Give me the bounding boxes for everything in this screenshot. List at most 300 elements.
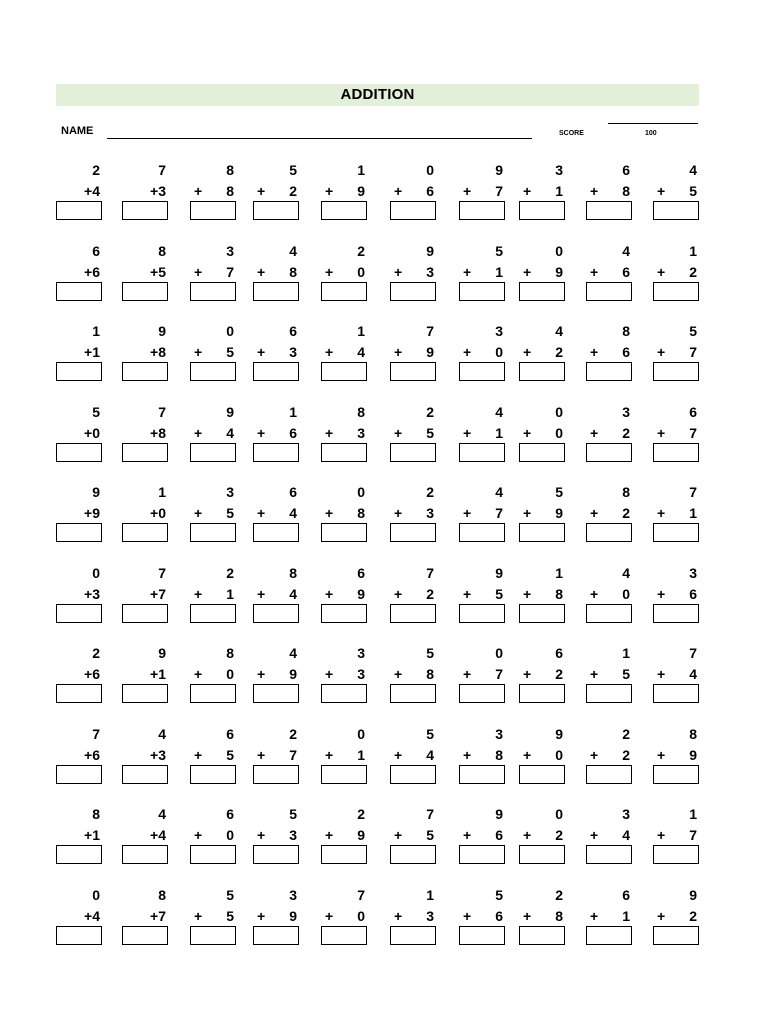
addend-top: 8 (158, 242, 166, 259)
operator-line (257, 746, 297, 764)
answer-box[interactable] (390, 282, 436, 301)
answer-box[interactable] (122, 765, 168, 784)
answer-box[interactable] (321, 845, 367, 864)
answer-box[interactable] (56, 523, 102, 542)
answer-box[interactable] (321, 684, 367, 703)
addend-top: 9 (495, 806, 503, 822)
plus-sign: + (523, 263, 532, 280)
addend-top: 7 (689, 645, 697, 661)
problem (122, 242, 170, 308)
plus-sign: + (657, 344, 666, 360)
addend-bottom: 0 (622, 585, 630, 602)
operator-line (657, 504, 697, 522)
answer-box[interactable] (56, 684, 102, 703)
operator-line (56, 263, 100, 281)
operator-line (523, 585, 563, 603)
answer-box[interactable] (56, 604, 102, 623)
answer-box[interactable] (253, 845, 299, 864)
answer-box[interactable] (459, 523, 505, 542)
addend-bottom: 8 (495, 746, 503, 763)
addend-top: 0 (357, 725, 365, 742)
operator-line (394, 585, 434, 603)
answer-box[interactable] (519, 845, 565, 864)
answer-box[interactable] (56, 282, 102, 301)
addend-top: 4 (158, 725, 166, 742)
answer-box[interactable] (390, 845, 436, 864)
answer-box[interactable] (459, 684, 505, 703)
answer-box[interactable] (321, 604, 367, 623)
name-label: NAME (61, 125, 94, 137)
answer-box[interactable] (122, 684, 168, 703)
plus-sign: + (590, 827, 599, 843)
answer-box[interactable] (190, 845, 236, 864)
addend-top: 0 (92, 886, 100, 903)
answer-box[interactable] (519, 443, 565, 462)
plus-sign: + (325, 746, 334, 763)
plus-sign: + (84, 746, 93, 763)
answer-box[interactable] (321, 765, 367, 784)
answer-box[interactable] (321, 201, 367, 220)
problem (586, 161, 634, 227)
addend-top: 5 (555, 484, 563, 500)
addend-top: 8 (689, 725, 697, 742)
addend-top: 5 (689, 323, 697, 339)
operator-line (56, 907, 100, 925)
problem (459, 886, 507, 952)
plus-sign: + (325, 827, 334, 843)
plus-sign: + (523, 424, 532, 441)
addend-bottom: 7 (689, 344, 697, 360)
operator-line (523, 424, 563, 442)
answer-box[interactable] (519, 604, 565, 623)
plus-sign: + (194, 827, 203, 843)
answer-box[interactable] (56, 926, 102, 945)
operator-line (122, 182, 166, 200)
operator-line (325, 263, 365, 281)
addend-top: 8 (92, 806, 100, 822)
answer-box[interactable] (122, 604, 168, 623)
problem (190, 805, 238, 871)
problem (253, 886, 301, 952)
answer-box[interactable] (122, 845, 168, 864)
answer-box[interactable] (321, 443, 367, 462)
answer-box[interactable] (586, 845, 632, 864)
problem (653, 161, 701, 227)
addend-bottom: 4 (92, 183, 100, 199)
addend-bottom: 9 (689, 746, 697, 763)
operator-line (122, 424, 166, 442)
problem (253, 161, 301, 227)
problem (122, 644, 170, 710)
addend-bottom: 2 (622, 505, 630, 521)
operator-line (194, 263, 234, 281)
problem (586, 564, 634, 630)
answer-box[interactable] (56, 845, 102, 864)
plus-sign: + (194, 505, 203, 521)
problem (122, 322, 170, 388)
answer-box[interactable] (190, 443, 236, 462)
problem (190, 161, 238, 227)
problem (459, 805, 507, 871)
addend-bottom: 3 (357, 424, 365, 441)
answer-box[interactable] (519, 523, 565, 542)
problem (390, 564, 438, 630)
problem (519, 322, 567, 388)
answer-box[interactable] (253, 926, 299, 945)
answer-box[interactable] (459, 604, 505, 623)
operator-line (590, 907, 630, 925)
plus-sign: + (325, 344, 334, 360)
answer-box[interactable] (519, 765, 565, 784)
addend-bottom: 7 (495, 505, 503, 521)
addend-top: 4 (689, 162, 697, 178)
problem (519, 242, 567, 308)
addend-bottom: 1 (689, 505, 697, 521)
addend-bottom: 2 (289, 183, 297, 199)
operator-line (122, 665, 166, 683)
addend-bottom: 4 (357, 344, 365, 360)
operator-line (590, 746, 630, 764)
operator-line (257, 585, 297, 603)
operator-line (394, 424, 434, 442)
addend-bottom: 2 (689, 907, 697, 924)
score-total: 100 (645, 130, 657, 137)
problem (122, 403, 170, 469)
answer-box[interactable] (653, 443, 699, 462)
addend-bottom: 6 (289, 424, 297, 441)
plus-sign: + (523, 344, 532, 360)
answer-box[interactable] (653, 926, 699, 945)
answer-box[interactable] (253, 523, 299, 542)
answer-box[interactable] (253, 765, 299, 784)
addend-bottom: 1 (555, 183, 563, 199)
problem (190, 483, 238, 549)
operator-line (463, 263, 503, 281)
answer-box[interactable] (586, 684, 632, 703)
problem (253, 564, 301, 630)
operator-line (56, 585, 100, 603)
answer-box[interactable] (586, 282, 632, 301)
addend-bottom: 5 (622, 666, 630, 682)
plus-sign: + (657, 263, 666, 280)
addend-top: 1 (158, 484, 166, 500)
operator-line (194, 585, 234, 603)
addend-bottom: 3 (158, 183, 166, 199)
addend-bottom: 8 (622, 183, 630, 199)
answer-box[interactable] (459, 201, 505, 220)
plus-sign: + (463, 183, 472, 199)
operator-line (194, 826, 234, 844)
operator-line (523, 504, 563, 522)
problem (321, 644, 369, 710)
answer-box[interactable] (190, 765, 236, 784)
addend-top: 7 (426, 564, 434, 581)
answer-box[interactable] (253, 362, 299, 381)
addend-top: 4 (495, 403, 503, 420)
addend-bottom: 4 (92, 907, 100, 924)
addend-bottom: 3 (289, 344, 297, 360)
plus-sign: + (463, 666, 472, 682)
plus-sign: + (194, 585, 203, 602)
plus-sign: + (394, 424, 403, 441)
addend-top: 2 (92, 162, 100, 178)
answer-box[interactable] (253, 282, 299, 301)
answer-box[interactable] (653, 523, 699, 542)
answer-box[interactable] (321, 362, 367, 381)
addend-bottom: 3 (289, 827, 297, 843)
plus-sign: + (257, 666, 266, 682)
answer-box[interactable] (653, 201, 699, 220)
operator-line (523, 182, 563, 200)
answer-box[interactable] (653, 765, 699, 784)
addend-top: 5 (495, 886, 503, 903)
answer-box[interactable] (190, 926, 236, 945)
addend-bottom: 5 (226, 746, 234, 763)
addend-bottom: 9 (92, 505, 100, 521)
problem (56, 242, 104, 308)
plus-sign: + (394, 585, 403, 602)
problem (519, 805, 567, 871)
operator-line (325, 182, 365, 200)
answer-box[interactable] (653, 362, 699, 381)
addend-bottom: 7 (158, 907, 166, 924)
addend-top: 0 (495, 645, 503, 661)
answer-box[interactable] (122, 443, 168, 462)
answer-box[interactable] (190, 362, 236, 381)
answer-box[interactable] (586, 523, 632, 542)
answer-box[interactable] (390, 765, 436, 784)
problem (459, 403, 507, 469)
plus-sign: + (657, 183, 666, 199)
plus-sign: + (257, 183, 266, 199)
addend-bottom: 9 (289, 666, 297, 682)
problem (653, 725, 701, 791)
problem (390, 403, 438, 469)
answer-box[interactable] (459, 926, 505, 945)
answer-box[interactable] (653, 604, 699, 623)
answer-box[interactable] (122, 201, 168, 220)
answer-box[interactable] (190, 604, 236, 623)
answer-box[interactable] (459, 765, 505, 784)
answer-box[interactable] (653, 845, 699, 864)
answer-box[interactable] (56, 201, 102, 220)
answer-box[interactable] (586, 362, 632, 381)
plus-sign: + (325, 424, 334, 441)
operator-line (463, 746, 503, 764)
answer-box[interactable] (586, 765, 632, 784)
plus-sign: + (590, 344, 599, 360)
answer-box[interactable] (586, 201, 632, 220)
addend-bottom: 6 (92, 746, 100, 763)
problem (56, 161, 104, 227)
answer-box[interactable] (459, 282, 505, 301)
plus-sign: + (325, 263, 334, 280)
addend-top: 6 (92, 242, 100, 259)
operator-line (122, 263, 166, 281)
problem (586, 403, 634, 469)
plus-sign: + (590, 424, 599, 441)
addend-top: 3 (622, 806, 630, 822)
plus-sign: + (590, 263, 599, 280)
answer-box[interactable] (390, 926, 436, 945)
addend-top: 7 (92, 725, 100, 742)
answer-box[interactable] (122, 926, 168, 945)
problem (190, 725, 238, 791)
answer-box[interactable] (56, 765, 102, 784)
answer-box[interactable] (519, 282, 565, 301)
operator-line (657, 263, 697, 281)
operator-line (257, 263, 297, 281)
addend-top: 1 (689, 242, 697, 259)
answer-box[interactable] (586, 443, 632, 462)
answer-box[interactable] (190, 684, 236, 703)
problem (56, 725, 104, 791)
addend-bottom: 1 (495, 263, 503, 280)
answer-box[interactable] (253, 604, 299, 623)
addend-bottom: 4 (158, 827, 166, 843)
addend-bottom: 7 (689, 827, 697, 843)
addend-bottom: 6 (622, 263, 630, 280)
answer-box[interactable] (390, 684, 436, 703)
operator-line (56, 182, 100, 200)
problem (459, 725, 507, 791)
addend-top: 2 (289, 725, 297, 742)
answer-box[interactable] (390, 362, 436, 381)
plus-sign: + (523, 746, 532, 763)
addend-top: 3 (689, 564, 697, 581)
operator-line (194, 665, 234, 683)
plus-sign: + (194, 183, 203, 199)
problem (190, 644, 238, 710)
answer-box[interactable] (321, 523, 367, 542)
plus-sign: + (463, 746, 472, 763)
addend-bottom: 0 (92, 424, 100, 441)
problem (653, 483, 701, 549)
plus-sign: + (84, 183, 93, 199)
operator-line (194, 343, 234, 361)
addend-top: 9 (158, 323, 166, 339)
answer-box[interactable] (653, 282, 699, 301)
plus-sign: + (463, 424, 472, 441)
answer-box[interactable] (586, 604, 632, 623)
addend-top: 4 (289, 242, 297, 259)
addend-top: 9 (92, 484, 100, 500)
problem (390, 483, 438, 549)
answer-box[interactable] (519, 362, 565, 381)
plus-sign: + (657, 585, 666, 602)
addend-top: 3 (555, 162, 563, 178)
answer-box[interactable] (653, 684, 699, 703)
addend-top: 5 (92, 403, 100, 420)
answer-box[interactable] (519, 684, 565, 703)
answer-box[interactable] (390, 443, 436, 462)
addend-top: 6 (289, 323, 297, 339)
operator-line (325, 746, 365, 764)
problem (321, 725, 369, 791)
addend-top: 7 (426, 806, 434, 822)
answer-box[interactable] (56, 362, 102, 381)
operator-line (590, 263, 630, 281)
answer-box[interactable] (519, 201, 565, 220)
plus-sign: + (657, 666, 666, 682)
operator-line (590, 182, 630, 200)
operator-line (657, 585, 697, 603)
operator-line (463, 665, 503, 683)
plus-sign: + (394, 907, 403, 924)
addend-top: 2 (357, 806, 365, 822)
addend-bottom: 4 (289, 505, 297, 521)
answer-box[interactable] (390, 201, 436, 220)
operator-line (657, 424, 697, 442)
problem (56, 805, 104, 871)
answer-box[interactable] (586, 926, 632, 945)
addend-top: 8 (226, 162, 234, 178)
addend-top: 6 (689, 403, 697, 420)
operator-line (325, 585, 365, 603)
answer-box[interactable] (122, 523, 168, 542)
plus-sign: + (657, 827, 666, 843)
answer-box[interactable] (459, 443, 505, 462)
answer-box[interactable] (459, 845, 505, 864)
addend-top: 5 (226, 886, 234, 903)
answer-box[interactable] (56, 443, 102, 462)
answer-box[interactable] (253, 201, 299, 220)
plus-sign: + (325, 666, 334, 682)
plus-sign: + (325, 907, 334, 924)
addend-top: 4 (622, 564, 630, 581)
addend-top: 6 (622, 162, 630, 178)
addend-bottom: 6 (426, 183, 434, 199)
addend-bottom: 3 (158, 746, 166, 763)
problem (56, 322, 104, 388)
answer-box[interactable] (190, 523, 236, 542)
answer-box[interactable] (321, 282, 367, 301)
problem (321, 161, 369, 227)
plus-sign: + (150, 424, 159, 441)
answer-box[interactable] (390, 604, 436, 623)
answer-box[interactable] (390, 523, 436, 542)
answer-box[interactable] (459, 362, 505, 381)
answer-box[interactable] (122, 282, 168, 301)
problem (459, 322, 507, 388)
addend-bottom: 0 (555, 424, 563, 441)
addend-bottom: 8 (426, 666, 434, 682)
answer-box[interactable] (321, 926, 367, 945)
addend-bottom: 8 (555, 907, 563, 924)
addend-bottom: 5 (226, 505, 234, 521)
answer-box[interactable] (190, 282, 236, 301)
answer-box[interactable] (253, 443, 299, 462)
addend-bottom: 8 (226, 183, 234, 199)
plus-sign: + (657, 746, 666, 763)
operator-line (463, 585, 503, 603)
answer-box[interactable] (253, 684, 299, 703)
problem (459, 564, 507, 630)
plus-sign: + (590, 183, 599, 199)
problem (459, 242, 507, 308)
operator-line (394, 746, 434, 764)
plus-sign: + (257, 344, 266, 360)
plus-sign: + (590, 505, 599, 521)
addend-top: 5 (426, 645, 434, 661)
operator-line (194, 182, 234, 200)
answer-box[interactable] (122, 362, 168, 381)
operator-line (56, 504, 100, 522)
addend-bottom: 5 (426, 424, 434, 441)
answer-box[interactable] (190, 201, 236, 220)
addend-top: 8 (622, 323, 630, 339)
answer-box[interactable] (519, 926, 565, 945)
